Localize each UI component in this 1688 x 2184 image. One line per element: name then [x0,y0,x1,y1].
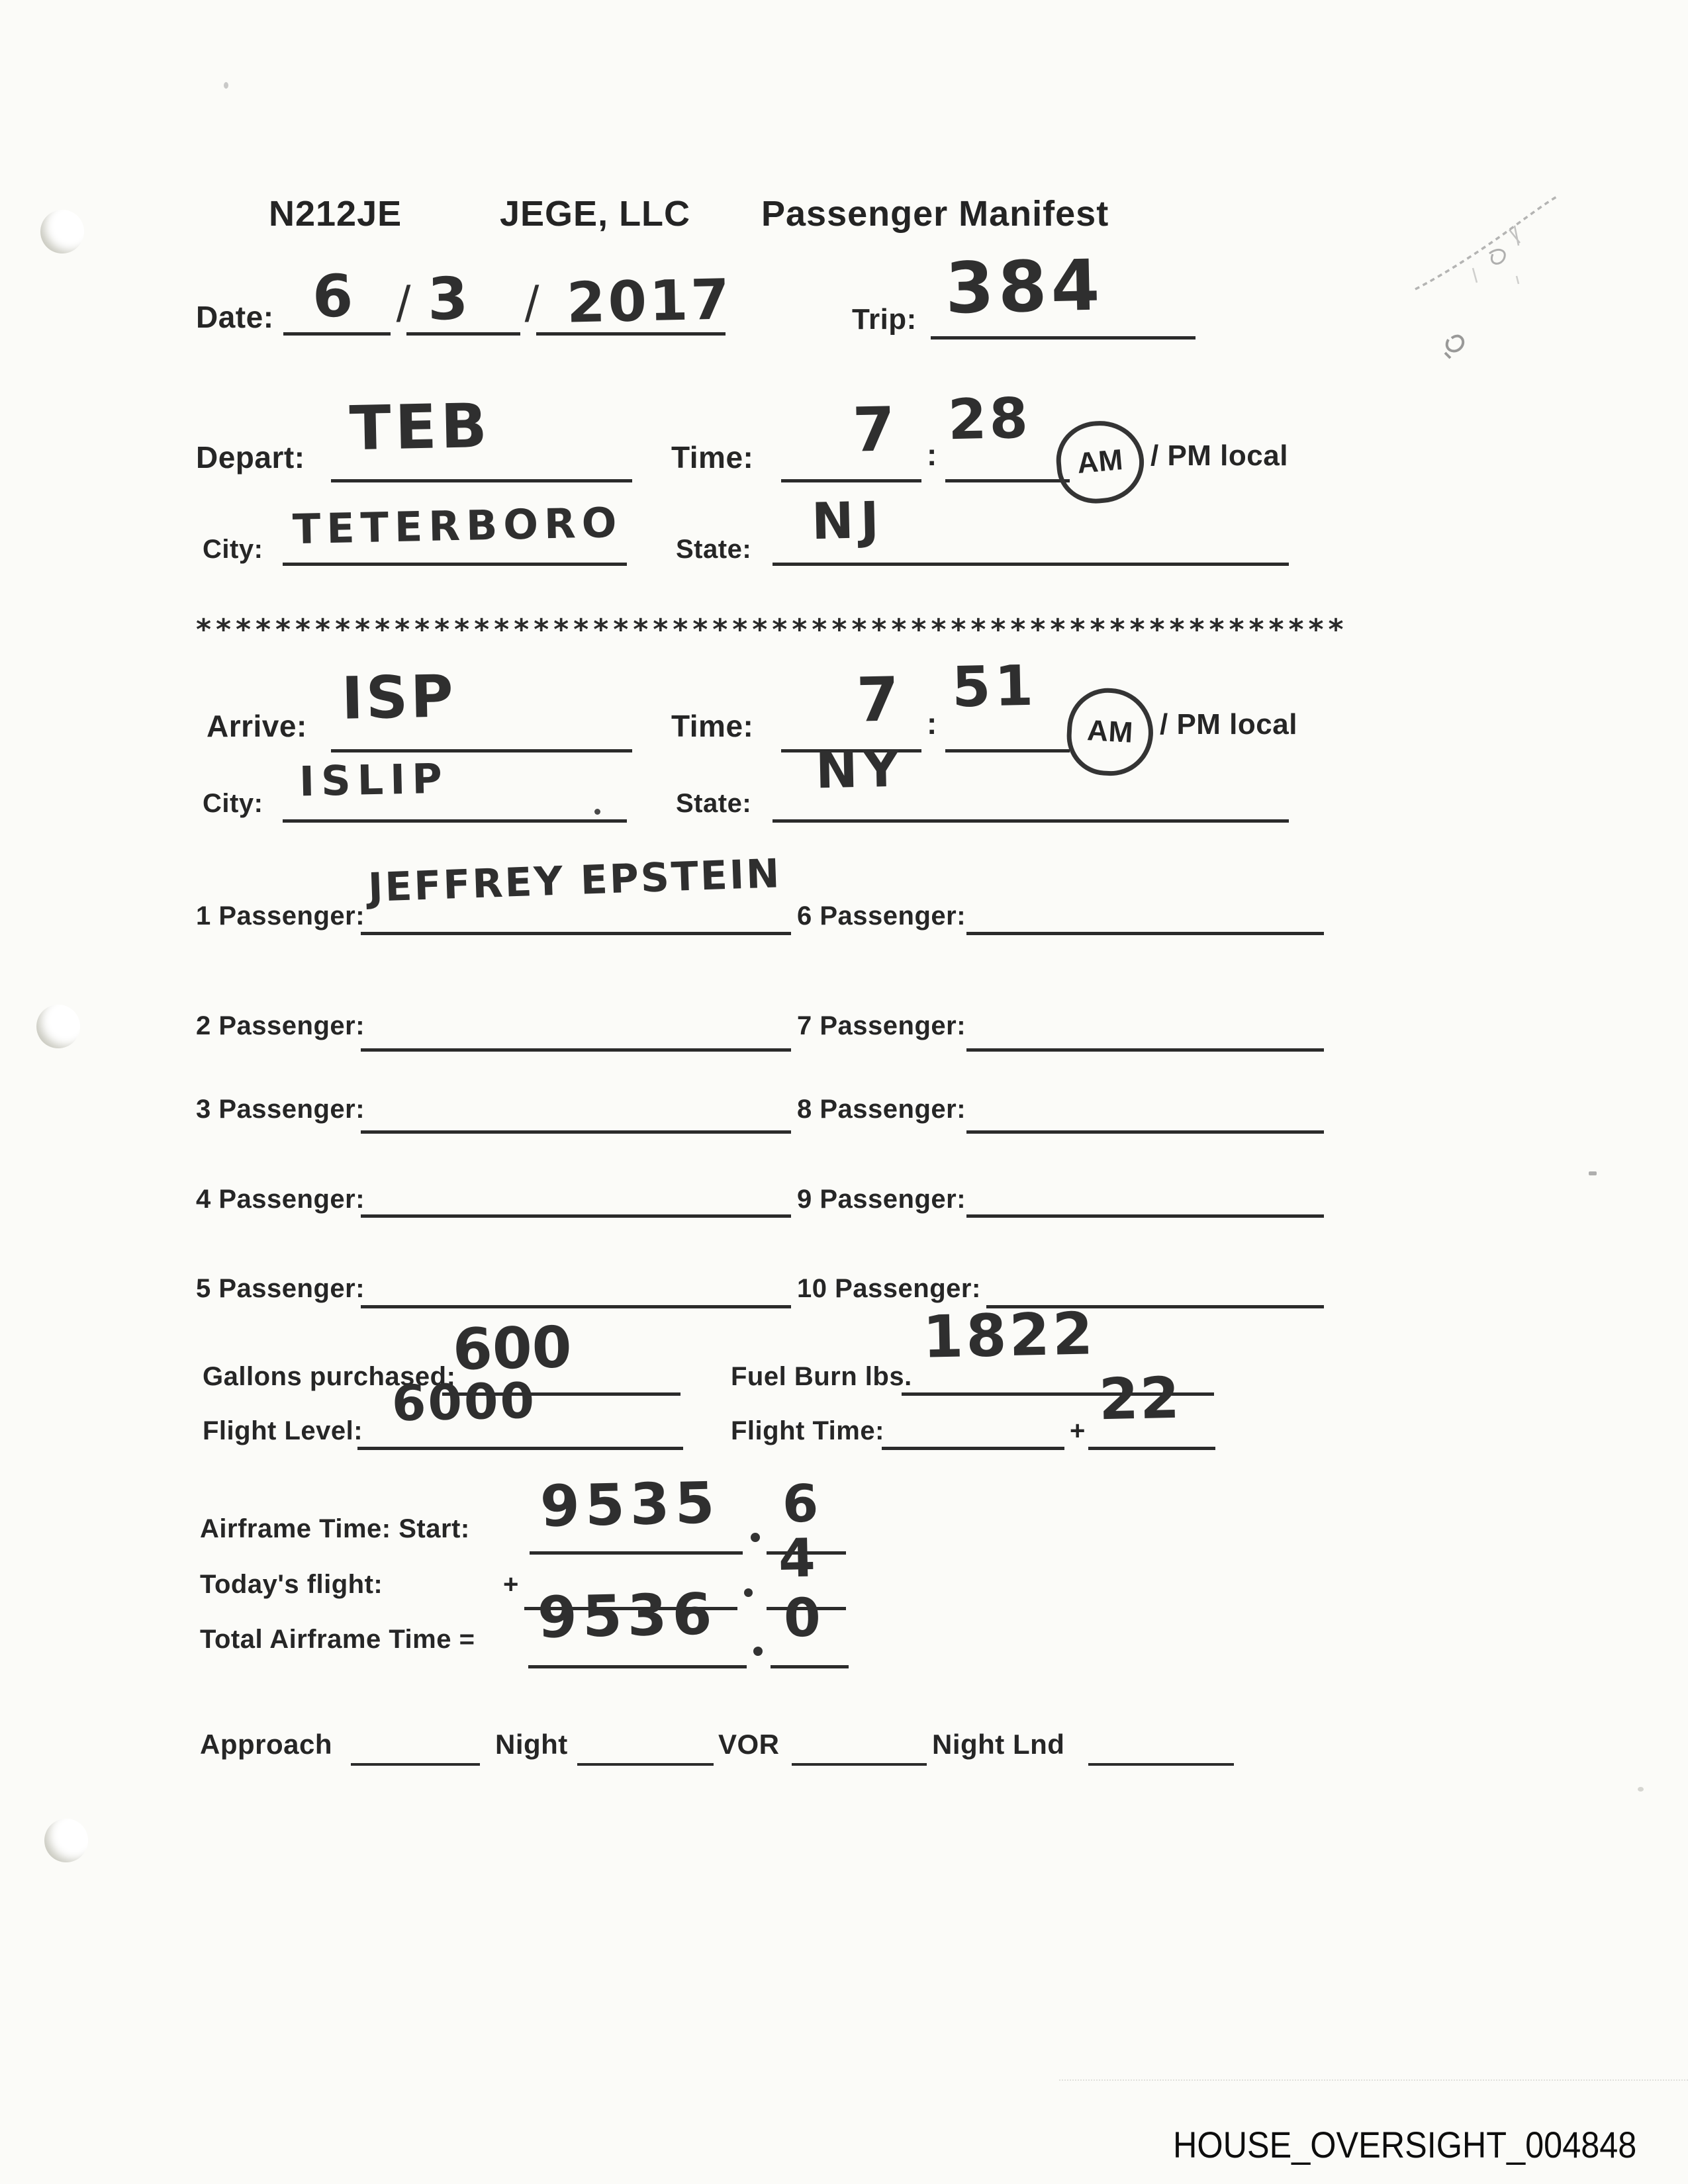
depart-state-line [773,563,1289,566]
arrive-time-label: Time: [671,709,754,743]
airframe-start-whole: 9535 [539,1470,721,1540]
scan-artifact-line [1059,2079,1688,2081]
total-airframe-tenths-line [771,1665,849,1668]
arrive-city-label: City: [203,789,263,818]
depart-city-line [283,563,627,566]
arrive-airport-value: ISP [340,662,457,733]
trip-number-value: 384 [944,244,1105,330]
date-day-value: 3 [426,264,469,334]
arrive-state-value: NY [815,739,906,800]
arrive-city-line [283,819,627,823]
decimal-point [751,1533,760,1542]
gallons-purchased-label: Gallons purchased: [203,1362,456,1391]
todays-flight-plus: + [503,1570,519,1599]
arrive-minute-value: 51 [951,653,1038,720]
todays-flight-label: Today's flight: [200,1570,383,1599]
depart-time-label: Time: [671,440,754,475]
date-label: Date: [196,300,274,334]
date-month-line [283,332,391,336]
passenger-9-line [966,1214,1324,1218]
passenger-4-label: 4 Passenger: [196,1185,365,1214]
passenger-5-line [361,1305,791,1308]
flight-time-line [882,1447,1064,1450]
total-airframe-label: Total Airframe Time = [200,1625,475,1654]
punch-hole-bottom [44,1819,88,1862]
depart-city-label: City: [203,535,263,564]
passenger-6-line [966,932,1324,935]
passenger-8-label: 8 Passenger: [797,1095,966,1124]
date-month-value: 6 [311,261,354,331]
todays-flight-tenths: 4 [778,1527,816,1590]
punch-hole-middle [36,1005,80,1048]
depart-label: Depart: [196,440,305,475]
arrive-ampm-value: AM [1086,714,1134,749]
airframe-start-tenths: 6 [782,1474,820,1535]
company-name: JEGE, LLC [500,194,691,234]
section-separator: ********************************************************** [196,613,1348,647]
date-year-value: 2017 [566,267,733,336]
flight-level-line [357,1447,683,1450]
depart-airport-value: TEB [348,390,492,465]
flight-time-plus: + [1070,1416,1086,1445]
flight-time-line2 [1088,1447,1215,1450]
vor-label: VOR [718,1729,780,1760]
arrive-airport-line [331,749,632,752]
arrive-city-value: ISLIP [299,754,449,806]
passenger-9-label: 9 Passenger: [797,1185,966,1214]
passenger-7-label: 7 Passenger: [797,1011,966,1040]
passenger-1-line [361,932,791,935]
pencil-scribble [1410,189,1569,367]
night-lnd-label: Night Lnd [932,1729,1065,1760]
fuel-burn-value: 1822 [921,1299,1096,1371]
scan-speck [1638,1787,1644,1792]
arrive-hour-value: 7 [855,664,900,736]
date-separator: / [524,276,540,330]
flight-time-value: 22 [1098,1365,1182,1433]
arrive-minute-line [945,749,1070,752]
depart-ampm-value: AM [1076,443,1125,480]
depart-city-value: TETERBORO [292,498,624,554]
arrive-label: Arrive: [207,709,307,743]
fuel-burn-label: Fuel Burn lbs. [731,1362,912,1391]
depart-hour-line [781,479,921,482]
arrive-pm-suffix: / PM local [1160,708,1297,741]
vor-line [792,1763,927,1766]
passenger-6-label: 6 Passenger: [797,901,966,931]
night-line [577,1763,714,1766]
arrive-state-label: State: [676,789,752,818]
scan-speck [1589,1171,1597,1175]
total-airframe-line [528,1665,747,1668]
scan-speck [224,82,228,89]
total-airframe-tenths: 0 [783,1586,821,1649]
depart-hour-value: 7 [851,394,896,466]
ink-dot [594,809,600,815]
passenger-3-line [361,1130,791,1134]
passenger-2-label: 2 Passenger: [196,1011,365,1040]
passenger-7-line [966,1048,1324,1052]
trip-label: Trip: [852,303,917,336]
depart-am-circled [1053,417,1147,506]
passenger-1-label: 1 Passenger: [196,901,365,931]
bates-stamp: HOUSE_OVERSIGHT_004848 [1173,2124,1637,2165]
passenger-10-label: 10 Passenger: [797,1274,981,1303]
flight-time-label: Flight Time: [731,1416,884,1445]
airframe-start-label: Airframe Time: Start: [200,1514,470,1543]
passenger-8-line [966,1130,1324,1134]
flight-level-value: 6000 [391,1372,537,1433]
passenger-1-name: JEFFREY EPSTEIN [367,850,782,911]
depart-state-value: NJ [811,490,886,551]
night-lnd-line [1088,1763,1234,1766]
arrive-state-line [773,819,1289,823]
passenger-2-line [361,1048,791,1052]
page-title: Passenger Manifest [761,194,1109,234]
punch-hole-top [40,210,84,253]
night-label: Night [495,1729,568,1760]
passenger-4-line [361,1214,791,1218]
passenger-5-label: 5 Passenger: [196,1274,365,1303]
passenger-3-label: 3 Passenger: [196,1095,365,1124]
approach-line [351,1763,480,1766]
depart-minute-value: 28 [947,385,1031,453]
date-separator: / [395,276,412,330]
depart-time-colon: : [927,437,937,472]
approach-label: Approach [200,1729,333,1760]
decimal-point [744,1588,753,1597]
depart-airport-line [331,479,632,482]
decimal-point [753,1647,763,1656]
arrive-time-colon: : [927,706,937,741]
total-airframe-whole: 9536 [536,1581,718,1651]
airframe-start-line [530,1551,743,1555]
depart-pm-suffix: / PM local [1150,439,1288,472]
depart-state-label: State: [676,535,752,564]
gallons-value: 600 [451,1314,573,1383]
trip-line [931,336,1196,340]
aircraft-registration: N212JE [269,194,402,234]
arrive-am-circled [1065,686,1156,778]
date-day-line [406,332,520,336]
flight-level-label: Flight Level: [203,1416,363,1445]
depart-minute-line [945,479,1070,482]
